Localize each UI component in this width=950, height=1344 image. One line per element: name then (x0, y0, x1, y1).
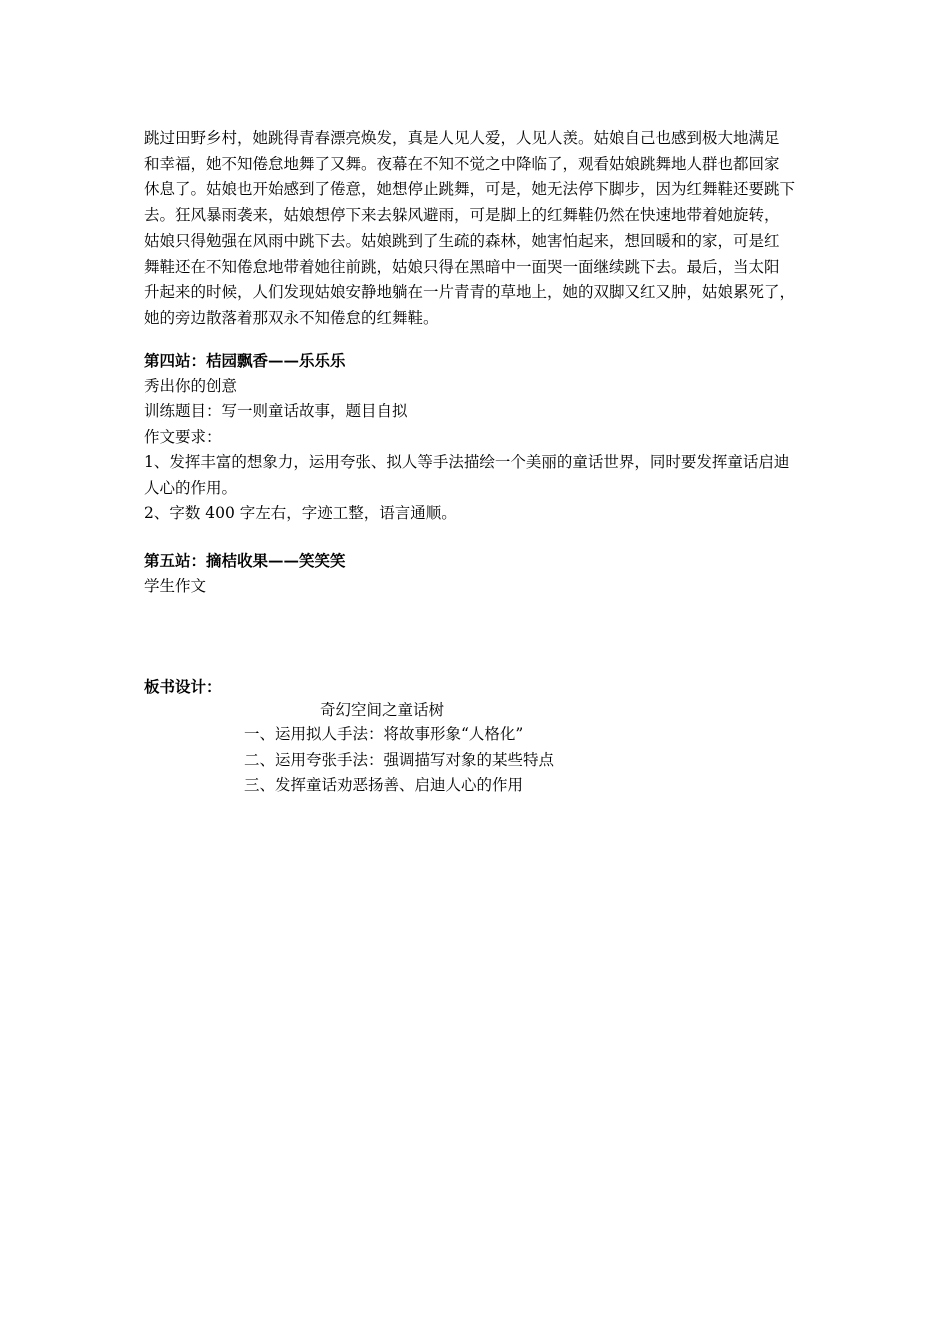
board-item: 一、运用拟人手法：将故事形象“人格化” (244, 725, 524, 743)
story-paragraph (144, 126, 828, 332)
requirement-2: 2、字数 400 字左右，字迹工整，语言通顺。 (144, 504, 457, 522)
training-topic: 训练题目：写一则童话故事，题目自拟 (144, 402, 408, 420)
board-item: 三、发挥童话劝恶扬善、启迪人心的作用 (244, 776, 524, 794)
story-line: 跳过田野乡村，她跳得青春漂亮焕发，真是人见人爱，人见人羡。姑娘自己也感到极大地满足 (144, 129, 780, 147)
board-title: 奇幻空间之童话树 (320, 701, 445, 719)
story-line: 升起来的时候，人们发现姑娘安静地躺在一片青青的草地上，她的双脚又红又肿，姑娘累死了， (144, 283, 796, 302)
story-line: 去。狂风暴雨袭来，姑娘想停下来去躲风避雨，可是脚上的红舞鞋仍然在快速地带着她旋转， (144, 206, 780, 225)
station5-heading: 第五站：摘桔收果——笑笑笑 (144, 551, 346, 570)
board-design-heading: 板书设计： (144, 677, 222, 696)
story-line: 她的旁边散落着那双永不知倦怠的红舞鞋。 (144, 308, 439, 327)
story-line: 和幸福，她不知倦怠地舞了又舞。夜幕在不知不觉之中降临了，观看姑娘跳舞地人群也都回家 (144, 154, 780, 173)
story-line: 姑娘只得勉强在风雨中跳下去。姑娘跳到了生疏的森林，她害怕起来，想回暖和的家，可是红 (144, 231, 780, 250)
board-item: 二、运用夸张手法：强调描写对象的某些特点 (244, 750, 555, 769)
board-items (244, 722, 554, 799)
station5-section (144, 548, 346, 599)
station4-section (144, 348, 789, 527)
station4-heading: 第四站：桔园飘香——乐乐乐 (144, 351, 346, 370)
station4-subtitle: 秀出你的创意 (144, 376, 238, 395)
requirements-label: 作文要求： (144, 427, 222, 446)
story-line: 休息了。姑娘也开始感到了倦意，她想停止跳舞，可是，她无法停下脚步，因为红舞鞋还要跳下 (144, 180, 796, 199)
story-line: 舞鞋还在不知倦怠地带着她往前跳，姑娘只得在黑暗中一面哭一面继续跳下去。最后，当太阳 (144, 257, 780, 276)
requirement-1-cont: 人心的作用。 (144, 478, 238, 497)
requirement-1: 1、发挥丰富的想象力，运用夸张、拟人等手法描绘一个美丽的童话世界，同时要发挥童话启迪 (144, 453, 790, 471)
station5-text: 学生作文 (144, 576, 207, 595)
